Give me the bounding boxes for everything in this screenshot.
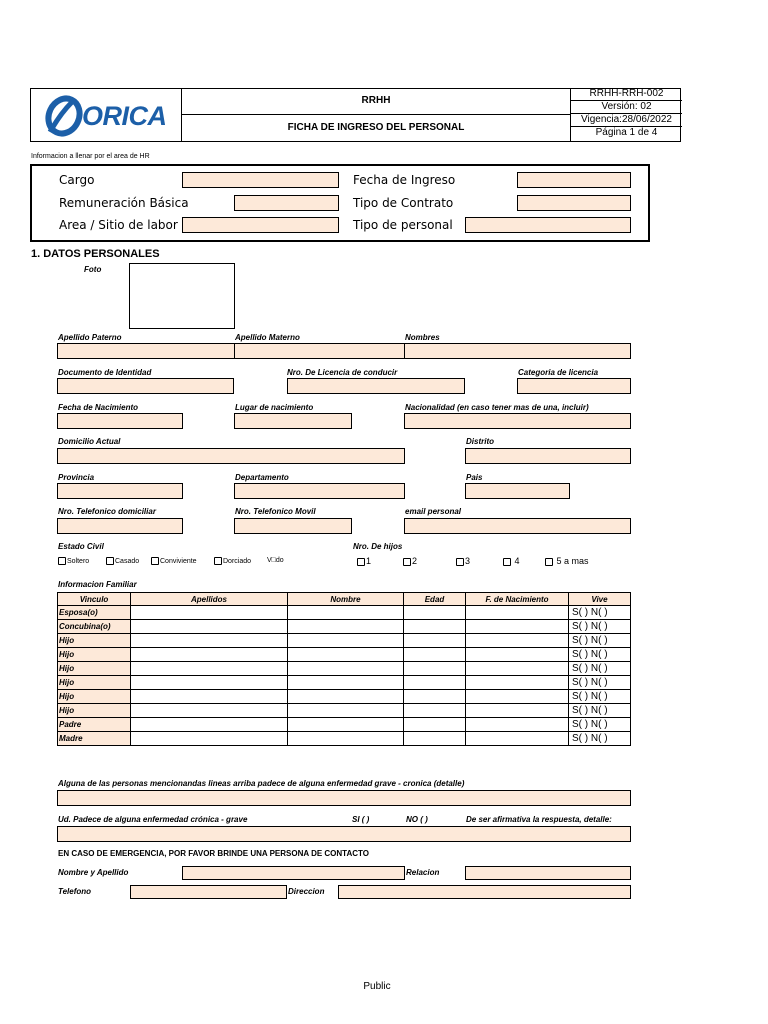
header-edad: Edad (404, 593, 466, 606)
logo-text: ORICA (82, 101, 167, 131)
nombre-cell[interactable] (288, 690, 404, 704)
checkbox-icon[interactable] (545, 558, 553, 566)
nombre-cell[interactable] (288, 676, 404, 690)
no-option[interactable]: NO ( ) (406, 815, 428, 824)
tipo-contrato-field[interactable] (517, 195, 631, 211)
vive-cell[interactable]: S( ) N( ) (569, 704, 631, 718)
fnac-cell[interactable] (466, 620, 569, 634)
fnac-cell[interactable] (466, 690, 569, 704)
email-label: email personal (405, 507, 462, 516)
edad-cell[interactable] (404, 606, 466, 620)
section-title: 1. DATOS PERSONALES (31, 248, 160, 260)
table-row (58, 676, 631, 690)
si-option[interactable]: SI ( ) (352, 815, 370, 824)
table-row (58, 704, 631, 718)
vive-cell[interactable]: S( ) N( ) (569, 620, 631, 634)
edad-cell[interactable] (404, 732, 466, 746)
apellidos-cell[interactable] (131, 648, 288, 662)
edad-cell[interactable] (404, 676, 466, 690)
emergencia-nombre-label: Nombre y Apellido (58, 868, 129, 877)
lugar-nac-label: Lugar de nacimiento (235, 403, 314, 412)
photo-box[interactable] (129, 263, 235, 329)
area-label: Area / Sitio de labor (59, 218, 178, 232)
hijos-5[interactable] (545, 556, 589, 566)
domicilio-label: Domicilio Actual (58, 437, 121, 446)
fecha-ingreso-field[interactable] (517, 172, 631, 188)
divider (234, 343, 235, 359)
enfermedad-familia-field[interactable] (57, 790, 631, 806)
estado-casado[interactable] (106, 557, 139, 565)
apellidos-cell[interactable] (131, 662, 288, 676)
nombre-cell[interactable] (288, 718, 404, 732)
emergencia-direccion-label: Direccion (288, 887, 325, 896)
apellidos-cell[interactable] (131, 676, 288, 690)
apellidos-cell[interactable] (131, 732, 288, 746)
option-label: 5 a mas (556, 556, 589, 566)
fnac-cell[interactable] (466, 718, 569, 732)
header-title-top: RRHH (361, 95, 391, 106)
cargo-field[interactable] (182, 172, 339, 188)
fnac-cell[interactable] (466, 606, 569, 620)
nombre-cell[interactable] (288, 620, 404, 634)
option-label: V□do (267, 557, 284, 564)
header-vinculo: Vinculo (58, 593, 131, 606)
vinculo-cell: Hijo (58, 704, 131, 718)
apellido-paterno-label: Apellido Paterno (58, 333, 122, 342)
documento-field[interactable] (57, 378, 234, 394)
checkbox-icon[interactable] (357, 558, 365, 566)
estado-civil-label: Estado Civil (58, 542, 104, 551)
area-field[interactable] (182, 217, 339, 233)
categoria-field[interactable] (517, 378, 631, 394)
provincia-label: Provincia (58, 473, 95, 482)
vive-cell[interactable]: S( ) N( ) (569, 690, 631, 704)
table-row (58, 606, 631, 620)
vinculo-cell: Hijo (58, 676, 131, 690)
vive-cell[interactable]: S( ) N( ) (569, 676, 631, 690)
email-field[interactable] (404, 518, 631, 534)
fnac-cell[interactable] (466, 732, 569, 746)
edad-cell[interactable] (404, 634, 466, 648)
fnac-cell[interactable] (466, 634, 569, 648)
lugar-nac-field[interactable] (234, 413, 352, 429)
checkbox-icon[interactable] (403, 558, 411, 566)
fecha-nac-label: Fecha de Nacimiento (58, 403, 139, 412)
nombre-cell[interactable] (288, 662, 404, 676)
table-row (58, 634, 631, 648)
tel-movil-field[interactable] (234, 518, 352, 534)
doc-info-cell (570, 88, 681, 142)
divider (404, 343, 405, 359)
nombre-cell[interactable] (288, 634, 404, 648)
emergencia-direccion-field[interactable] (338, 885, 631, 899)
edad-cell[interactable] (404, 690, 466, 704)
apellidos-cell[interactable] (131, 620, 288, 634)
hijos-3[interactable] (456, 556, 470, 566)
emergencia-title: EN CASO DE EMERGENCIA, POR FAVOR BRINDE UNA PERSONA DE CONTACTO (58, 849, 369, 858)
checkbox-icon[interactable] (151, 557, 159, 565)
documento-label: Documento de Identidad (58, 368, 152, 377)
vive-cell[interactable]: S( ) N( ) (569, 606, 631, 620)
apellidos-nombres-field[interactable] (57, 343, 631, 359)
distrito-label: Distrito (466, 437, 494, 446)
nacionalidad-label: Nacionalidad (en caso tener mas de una, incluir) (405, 403, 589, 412)
hr-note: Informacion a llenar por el area de HR (31, 153, 150, 160)
departamento-field[interactable] (234, 483, 405, 499)
estado-soltero[interactable] (58, 557, 89, 565)
domicilio-field[interactable] (57, 448, 405, 464)
emergencia-nombre-field[interactable] (182, 866, 405, 880)
tel-movil-label: Nro. Telefonico Movil (235, 507, 316, 516)
distrito-field[interactable] (465, 448, 631, 464)
family-table (57, 592, 631, 746)
edad-cell[interactable] (404, 662, 466, 676)
doc-version: Versión: 02 (571, 101, 682, 114)
vinculo-cell: Hijo (58, 634, 131, 648)
table-row (58, 648, 631, 662)
apellidos-cell[interactable] (131, 690, 288, 704)
foto-label: Foto (84, 265, 102, 274)
vive-cell[interactable]: S( ) N( ) (569, 732, 631, 746)
vinculo-cell: Padre (58, 718, 131, 732)
table-row (58, 718, 631, 732)
fecha-nac-field[interactable] (57, 413, 183, 429)
vive-cell[interactable]: S( ) N( ) (569, 662, 631, 676)
edad-cell[interactable] (404, 718, 466, 732)
tipo-personal-field[interactable] (465, 217, 631, 233)
header-divider (182, 114, 570, 115)
vinculo-cell: Hijo (58, 648, 131, 662)
option-label: Dorciado (223, 557, 252, 565)
vinculo-cell: Concubina(o) (58, 620, 131, 634)
vinculo-cell: Esposa(o) (58, 606, 131, 620)
nombre-cell[interactable] (288, 606, 404, 620)
nombre-cell[interactable] (288, 732, 404, 746)
header-nombre: Nombre (288, 593, 404, 606)
tipo-personal-label: Tipo de personal (353, 218, 453, 232)
categoria-label: Categoria de licencia (518, 368, 599, 377)
hijos-4[interactable] (503, 556, 520, 566)
hijos-1[interactable] (357, 556, 371, 566)
nombre-cell[interactable] (288, 704, 404, 718)
checkbox-icon[interactable] (214, 557, 222, 565)
header-apellidos: Apellidos (131, 593, 288, 606)
option-label: Soltero (67, 557, 90, 565)
estado-viudo[interactable] (267, 557, 284, 564)
doc-vigencia: Vigencia:28/06/2022 (571, 114, 682, 127)
nombre-cell[interactable] (288, 648, 404, 662)
emergencia-relacion-label: Relacion (406, 868, 440, 877)
nro-hijos-label: Nro. De hijos (353, 542, 403, 551)
apellidos-cell[interactable] (131, 606, 288, 620)
remuneracion-field[interactable] (234, 195, 339, 211)
nombres-label: Nombres (405, 333, 440, 342)
licencia-field[interactable] (287, 378, 465, 394)
nacionalidad-field[interactable] (404, 413, 631, 429)
vinculo-cell: Hijo (58, 690, 131, 704)
table-row (58, 620, 631, 634)
option-label: 1 (366, 556, 372, 566)
option-label: Casado (115, 557, 140, 565)
vive-cell[interactable]: S( ) N( ) (569, 648, 631, 662)
table-row (58, 662, 631, 676)
edad-cell[interactable] (404, 620, 466, 634)
option-label: Conviviente (160, 557, 197, 565)
apellidos-cell[interactable] (131, 634, 288, 648)
apellidos-cell[interactable] (131, 718, 288, 732)
tel-dom-label: Nro. Telefonico domiciliar (58, 507, 156, 516)
edad-cell[interactable] (404, 704, 466, 718)
licencia-label: Nro. De Licencia de conducir (287, 368, 398, 377)
table-row (58, 732, 631, 746)
estado-conviviente[interactable] (151, 557, 197, 565)
header-vive: Vive (569, 593, 631, 606)
emergencia-telefono-label: Telefono (58, 887, 92, 896)
emergencia-relacion-field[interactable] (465, 866, 631, 880)
option-label: 2 (412, 556, 418, 566)
fnac-cell[interactable] (466, 662, 569, 676)
enfermedad-propia-label: Ud. Padece de alguna enfermedad crónica - grave (58, 815, 248, 824)
pais-label: Pais (466, 473, 483, 482)
doc-page: Página 1 de 4 (595, 127, 658, 138)
hijos-2[interactable] (403, 556, 417, 566)
apellidos-cell[interactable] (131, 704, 288, 718)
vinculo-cell: Hijo (58, 662, 131, 676)
orica-logo-icon (42, 94, 86, 138)
pais-field[interactable] (465, 483, 570, 499)
remuneracion-label: Remuneración Básica (59, 196, 189, 210)
vive-cell[interactable]: S( ) N( ) (569, 634, 631, 648)
enfermedad-detalle-field[interactable] (57, 826, 631, 842)
fnac-cell[interactable] (466, 676, 569, 690)
tipo-contrato-label: Tipo de Contrato (353, 196, 454, 210)
fecha-ingreso-label: Fecha de Ingreso (353, 173, 456, 187)
cargo-label: Cargo (59, 173, 95, 187)
afirmativa-label: De ser afirmativa la respuesta, detalle: (466, 815, 612, 824)
family-header-row (58, 593, 631, 606)
vinculo-cell: Madre (58, 732, 131, 746)
edad-cell[interactable] (404, 648, 466, 662)
estado-divorciado[interactable] (214, 557, 251, 565)
enfermedad-familia-label: Alguna de las personas mencionandas lineas arriba padece de alguna enfermedad grave - cronica (detalle) (58, 779, 465, 788)
header-fnac: F. de Nacimiento (466, 593, 569, 606)
footer-classification: Public (363, 981, 391, 992)
familia-title: Informacion Familiar (58, 580, 137, 589)
checkbox-icon[interactable] (58, 557, 66, 565)
doc-code: RRHH-RRH-002 (571, 88, 682, 101)
apellido-materno-label: Apellido Materno (235, 333, 300, 342)
vive-cell[interactable]: S( ) N( ) (569, 718, 631, 732)
header-title: FICHA DE INGRESO DEL PERSONAL (287, 122, 465, 133)
provincia-field[interactable] (57, 483, 183, 499)
checkbox-icon[interactable] (503, 558, 511, 566)
option-label: 3 (465, 556, 471, 566)
table-row (58, 690, 631, 704)
tel-dom-field[interactable] (57, 518, 183, 534)
fnac-cell[interactable] (466, 704, 569, 718)
emergencia-telefono-field[interactable] (130, 885, 287, 899)
logo-cell (30, 88, 182, 142)
option-label: 4 (514, 556, 520, 566)
checkbox-icon[interactable] (456, 558, 464, 566)
checkbox-icon[interactable] (106, 557, 114, 565)
departamento-label: Departamento (235, 473, 289, 482)
fnac-cell[interactable] (466, 648, 569, 662)
